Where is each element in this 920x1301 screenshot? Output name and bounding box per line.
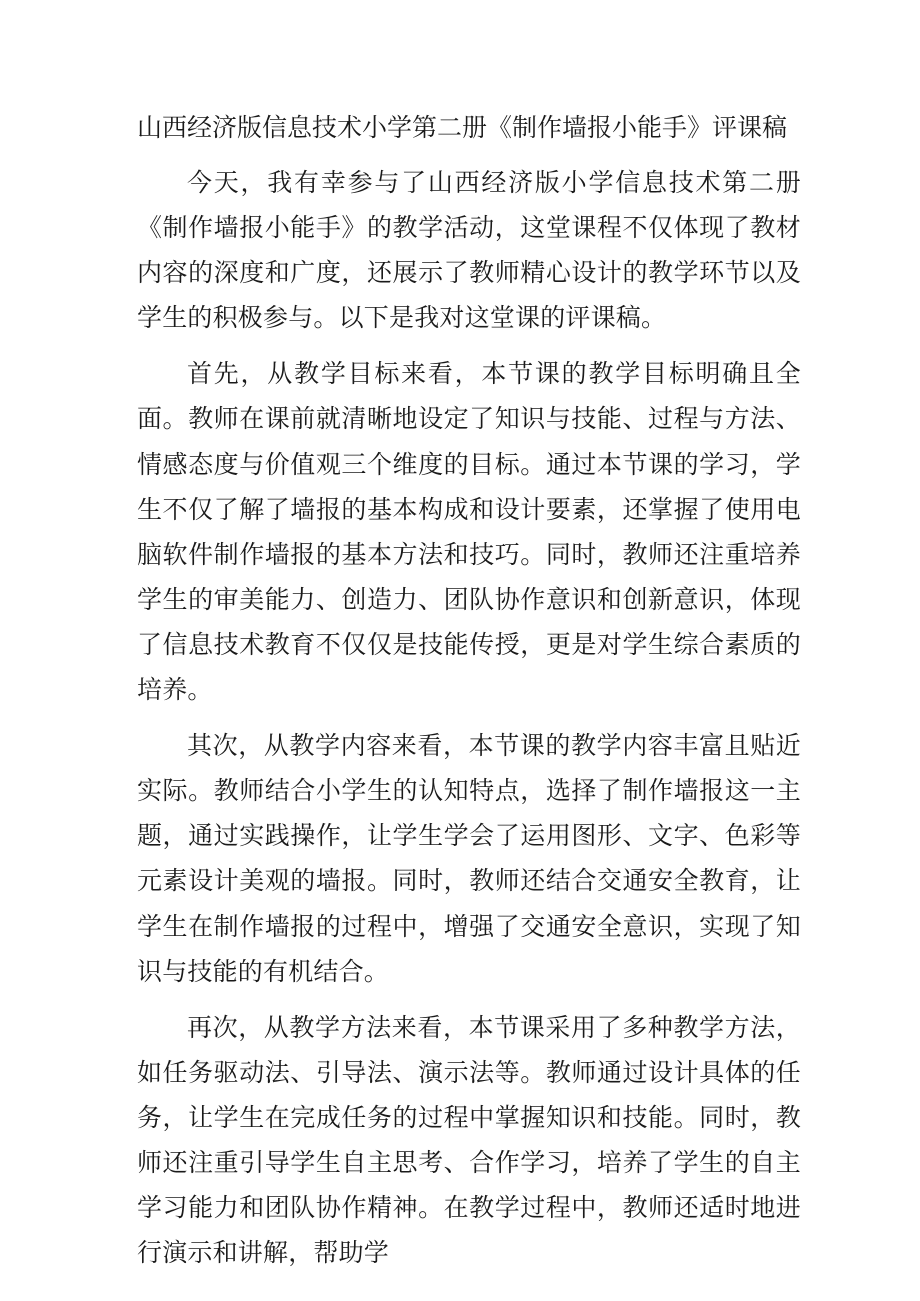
paragraph-intro: 今天，我有幸参与了山西经济版小学信息技术第二册《制作墙报小能手》的教学活动，这堂课程不仅体现了教材内容的深度和广度，还展示了教师精心设计的教学环节以及学生的积极参与。以下是我对这堂课的评课稿。 (137, 168, 801, 333)
paragraph-teaching-content: 其次，从教学内容来看，本节课的教学内容丰富且贴近实际。教师结合小学生的认知特点，选择了制作墙报这一主题，通过实践操作，让学生学会了运用图形、文字、色彩等元素设计美观的墙报。同时，教师还结合交通安全教育，让学生在制作墙报的过程中，增强了交通安全意识，实现了知识与技能的有机结合。 (137, 731, 801, 986)
document-title: 山西经济版信息技术小学第二册《制作墙报小能手》评课稿 (137, 113, 788, 142)
paragraph-teaching-goals: 首先，从教学目标来看，本节课的教学目标明确且全面。教师在课前就清晰地设定了知识与技能、过程与方法、情感态度与价值观三个维度的目标。通过本节课的学习，学生不仅了解了墙报的基本构成和设计要素，还掌握了使用电脑软件制作墙报的基本方法和技巧。同时，教师还注重培养学生的审美能力、创造力、团队协作意识和创新意识，体现了信息技术教育不仅仅是技能传授，更是对学生综合素质的培养。 (137, 359, 801, 705)
paragraph-teaching-methods: 再次，从教学方法来看，本节课采用了多种教学方法，如任务驱动法、引导法、演示法等。教师通过设计具体的任务，让学生在完成任务的过程中掌握知识和技能。同时，教师还注重引导学生自主思考、合作学习，培养了学生的自主学习能力和团队协作精神。在教学过程中，教师还适时地进行演示和讲解，帮助学 (137, 1012, 801, 1268)
document-body (137, 160, 801, 1286)
